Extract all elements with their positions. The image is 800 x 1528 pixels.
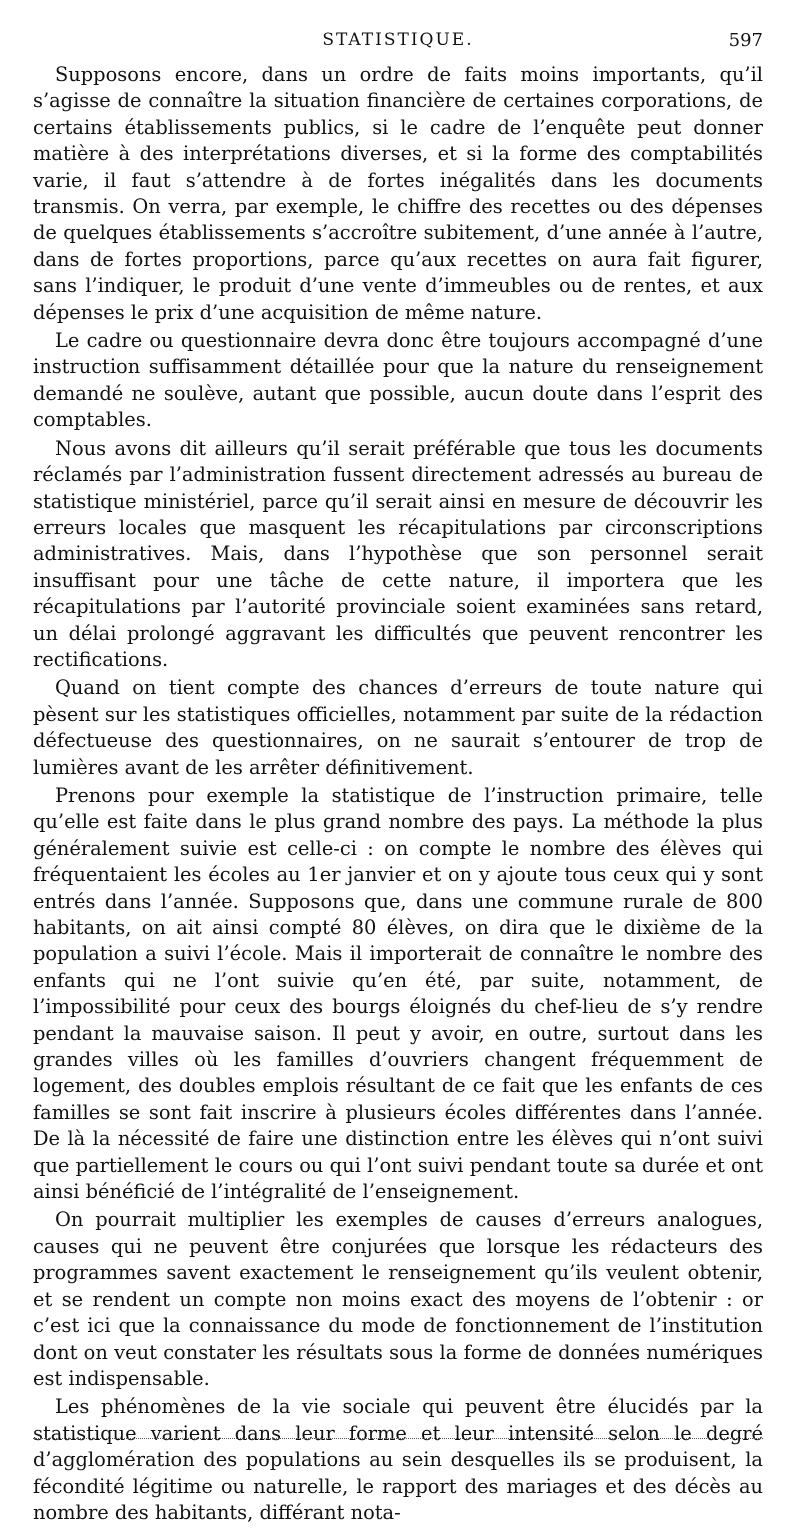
- running-head: STATISTIQUE.: [322, 30, 474, 50]
- page-header: [33, 30, 763, 60]
- paragraph-5: Prenons pour exemple la statistique de l’instruction primaire, telle qu’elle est faite dans le plus grand nombre des pays. La méthode la plus généralement suivie est celle-ci : on compte le nombre des élèves qui fréquentaient les écoles au 1er janvier et on y ajoute tous ceux qui y sont entrés dans l’année. Supposons que, dans une commune rurale de 800 habitants, on ait ainsi compté 80 élèves, on dira que le dixième de la population a suivi l’école. Mais il importerait de connaître le nombre des enfants qui ne l’ont suivie qu’en été, par suite, notamment, de l’impossibilité pour ceux des bourgs éloignés du chef-lieu de s’y rendre pendant la mauvaise saison. Il peut y avoir, en outre, surtout dans les grandes villes où les familles d’ouvriers changent fréquemment de logement, des doubles emplois résultant de ce fait que les enfants de ces familles se sont fait inscrire à plusieurs écoles différentes dans l’année. De là la nécessité de faire une distinction entre les élèves qui n’ont suivi que partiellement le cours ou qui l’ont suivi pendant toute sa durée et ont ainsi bénéficié de l’intégralité de l’enseignement.: [33, 783, 763, 1204]
- paragraph-4: Quand on tient compte des chances d’erreurs de toute nature qui pèsent sur les statistiques officielles, notamment par suite de la rédaction défectueuse des questionnaires, on ne saurait s’entourer de trop de lumières avant de les arrêter définitivement.: [33, 676, 763, 779]
- paragraph-1: Supposons encore, dans un ordre de faits moins importants, qu’il s’agisse de connaître la situation financière de certaines corporations, de certains établissements publics, si le cadre de l’enquête peut donner matière à des interprétations diverses, et si la forme des comptabilités varie, il faut s’attendre à de fortes inégalités dans les documents transmis. On verra, par exemple, le chiffre des recettes ou des dépenses de quelques établissements s’accroître subitement, d’une année à l’autre, dans de fortes proportions, parce qu’aux recettes on aura fait figurer, sans l’indiquer, le produit d’une vente d’immeubles ou de rentes, et aux dépenses le prix d’une acquisition de même nature.: [33, 63, 763, 324]
- footer-dotted-rule: [33, 1438, 763, 1439]
- body-text: [33, 62, 763, 1528]
- paragraph-7: Les phénomènes de la vie sociale qui peuvent être élucidés par la statistique varient dans leur forme et leur intensité selon le degré d’agglomération des populations au sein desquelles ils se produisent, la fécondité légitime ou naturelle, le rapport des mariages et des décès au nombre des habitants, différant nota-: [33, 1395, 763, 1524]
- paragraph-6: On pourrait multiplier les exemples de causes d’erreurs analogues, causes qui ne peuvent être conjurées que lorsque les rédacteurs des programmes savent exactement le renseignement qu’ils veulent obtenir, et se rendent un compte non moins exact des moyens de l’obtenir : or c’est ici que la connaissance du mode de fonctionnement de l’institution dont on veut constater les résultats sous la forme de données numériques est indispensable.: [33, 1208, 763, 1390]
- paragraph-3: Nous avons dit ailleurs qu’il serait préférable que tous les documents réclamés par l’administration fussent directement adressés au bureau de statistique ministériel, parce qu’il serait ainsi en mesure de découvrir les erreurs locales que masquent les récapitulations par circonscriptions administratives. Mais, dans l’hypothèse que son personnel serait insuffisant pour une tâche de cette nature, il importera que les récapitulations par l’autorité provinciale soient examinées sans retard, un délai prolongé aggravant les difficultés que peuvent rencontrer les rectifications.: [33, 436, 763, 671]
- paragraph-2: Le cadre ou questionnaire devra donc être toujours accompagné d’une instruction suffisamment détaillée pour que la nature du renseignement demandé ne soulève, autant que possible, aucun doute dans l’esprit des comptables.: [33, 329, 763, 432]
- page-number: 597: [728, 30, 763, 51]
